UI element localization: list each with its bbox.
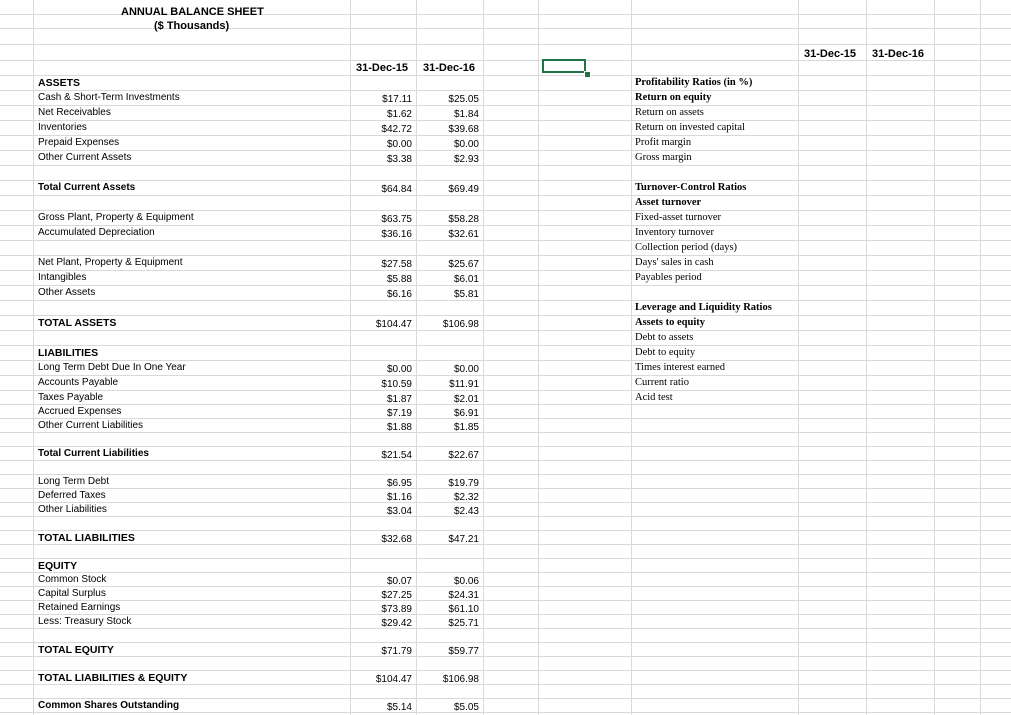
- value-2015[interactable]: $5.14: [386, 702, 412, 713]
- value-2016[interactable]: $6.91: [453, 408, 479, 419]
- value-2016[interactable]: $6.01: [453, 274, 479, 285]
- row-label[interactable]: TOTAL EQUITY: [38, 644, 114, 656]
- value-2015[interactable]: $10.59: [381, 379, 412, 390]
- value-2015[interactable]: $0.00: [386, 139, 412, 150]
- row-label[interactable]: Capital Surplus: [38, 588, 106, 599]
- value-2015[interactable]: $36.16: [381, 229, 412, 240]
- value-2016[interactable]: $24.31: [448, 590, 479, 601]
- value-2015[interactable]: $104.47: [375, 674, 412, 685]
- value-2016[interactable]: $39.68: [448, 124, 479, 135]
- row-label[interactable]: TOTAL LIABILITIES: [38, 532, 135, 544]
- value-2015[interactable]: $27.25: [381, 590, 412, 601]
- value-2016[interactable]: $61.10: [448, 604, 479, 615]
- value-2015[interactable]: $1.16: [386, 492, 412, 503]
- row-label[interactable]: Accrued Expenses: [38, 406, 122, 417]
- row-label[interactable]: Gross Plant, Property & Equipment: [38, 212, 194, 223]
- row-label[interactable]: Other Current Assets: [38, 152, 132, 163]
- sheet-title[interactable]: ANNUAL BALANCE SHEET: [121, 6, 264, 18]
- value-2015[interactable]: $1.62: [386, 109, 412, 120]
- ratio-label[interactable]: Fixed-asset turnover: [635, 212, 722, 223]
- value-2016[interactable]: $0.06: [453, 576, 479, 587]
- row-label[interactable]: Less: Treasury Stock: [38, 616, 132, 627]
- ratio-label[interactable]: Return on assets: [635, 107, 704, 118]
- value-2015[interactable]: $0.00: [386, 364, 412, 375]
- value-2016[interactable]: $1.84: [453, 109, 479, 120]
- value-2015[interactable]: $3.04: [386, 506, 412, 517]
- row-label[interactable]: Inventories: [38, 122, 87, 133]
- value-2015[interactable]: $63.75: [381, 214, 412, 225]
- value-2016[interactable]: $5.81: [453, 289, 479, 300]
- value-2016[interactable]: $32.61: [448, 229, 479, 240]
- row-label[interactable]: Total Current Assets: [38, 182, 136, 193]
- value-2016[interactable]: $58.28: [448, 214, 479, 225]
- value-2015[interactable]: $0.07: [386, 576, 412, 587]
- row-label[interactable]: Other Assets: [38, 287, 96, 298]
- value-2015[interactable]: $1.87: [386, 394, 412, 405]
- value-2015[interactable]: $1.88: [386, 422, 412, 433]
- row-label[interactable]: Common Shares Outstanding: [38, 700, 180, 711]
- value-2016[interactable]: $2.32: [453, 492, 479, 503]
- row-label[interactable]: TOTAL LIABILITIES & EQUITY: [38, 672, 188, 684]
- value-2015[interactable]: $21.54: [381, 450, 412, 461]
- ratio-label[interactable]: Profitability Ratios (in %): [635, 77, 753, 88]
- value-2015[interactable]: $3.38: [386, 154, 412, 165]
- value-2015[interactable]: $17.11: [382, 94, 412, 105]
- ratio-col-header-2015[interactable]: 31-Dec-15: [804, 48, 856, 60]
- value-2016[interactable]: $5.05: [453, 702, 479, 713]
- col-header-2016[interactable]: 31-Dec-16: [423, 62, 475, 74]
- value-2016[interactable]: $25.71: [448, 618, 479, 629]
- ratio-label[interactable]: Acid test: [635, 392, 673, 403]
- col-header-2015[interactable]: 31-Dec-15: [356, 62, 408, 74]
- value-2015[interactable]: $6.95: [386, 478, 412, 489]
- ratio-label[interactable]: Days' sales in cash: [635, 257, 714, 268]
- value-2015[interactable]: $7.19: [386, 408, 412, 419]
- value-2015[interactable]: $73.89: [381, 604, 412, 615]
- row-label[interactable]: EQUITY: [38, 560, 78, 572]
- value-2016[interactable]: $1.85: [453, 422, 479, 433]
- value-2015[interactable]: $104.47: [375, 319, 412, 330]
- value-2015[interactable]: $6.16: [386, 289, 412, 300]
- ratio-label[interactable]: Collection period (days): [635, 242, 738, 253]
- value-2015[interactable]: $32.68: [381, 534, 412, 545]
- value-2016[interactable]: $0.00: [453, 364, 479, 375]
- row-label[interactable]: Prepaid Expenses: [38, 137, 120, 148]
- value-2015[interactable]: $71.79: [381, 646, 412, 657]
- value-2016[interactable]: $19.79: [448, 478, 479, 489]
- row-label[interactable]: Other Current Liabilities: [38, 420, 144, 431]
- ratio-label[interactable]: Turnover-Control Ratios: [635, 182, 747, 193]
- value-2015[interactable]: $64.84: [381, 184, 412, 195]
- row-label[interactable]: Net Receivables: [38, 107, 111, 118]
- ratio-label[interactable]: Assets to equity: [635, 317, 705, 328]
- ratio-label[interactable]: Payables period: [635, 272, 702, 283]
- value-2016[interactable]: $2.01: [453, 394, 479, 405]
- ratio-label[interactable]: Return on invested capital: [635, 122, 745, 133]
- sheet-subtitle[interactable]: ($ Thousands): [154, 20, 230, 32]
- ratio-label[interactable]: Current ratio: [635, 377, 689, 388]
- ratio-label[interactable]: Times interest earned: [635, 362, 726, 373]
- ratio-label[interactable]: Gross margin: [635, 152, 692, 163]
- value-2016[interactable]: $11.91: [449, 379, 479, 390]
- value-2015[interactable]: $27.58: [381, 259, 412, 270]
- value-2016[interactable]: $2.93: [453, 154, 479, 165]
- value-2015[interactable]: $5.88: [386, 274, 412, 285]
- row-label[interactable]: TOTAL ASSETS: [38, 317, 117, 329]
- ratio-label[interactable]: Debt to assets: [635, 332, 694, 343]
- row-label[interactable]: LIABILITIES: [38, 347, 99, 359]
- row-label[interactable]: ASSETS: [38, 77, 81, 89]
- row-label[interactable]: Cash & Short-Term Investments: [38, 92, 180, 103]
- row-label[interactable]: Intangibles: [38, 272, 87, 283]
- ratio-label[interactable]: Leverage and Liquidity Ratios: [635, 302, 772, 313]
- value-2016[interactable]: $2.43: [453, 506, 479, 517]
- row-label[interactable]: Common Stock: [38, 574, 107, 585]
- fill-handle[interactable]: [584, 71, 591, 78]
- ratio-label[interactable]: Return on equity: [635, 92, 712, 103]
- row-label[interactable]: Net Plant, Property & Equipment: [38, 257, 183, 268]
- row-label[interactable]: Other Liabilities: [38, 504, 107, 515]
- active-cell-selection[interactable]: [542, 59, 586, 73]
- ratio-label[interactable]: Asset turnover: [635, 197, 702, 208]
- value-2016[interactable]: $22.67: [448, 450, 479, 461]
- row-label[interactable]: Taxes Payable: [38, 392, 104, 403]
- ratio-label[interactable]: Debt to equity: [635, 347, 696, 358]
- value-2015[interactable]: $42.72: [381, 124, 412, 135]
- value-2016[interactable]: $59.77: [448, 646, 479, 657]
- ratio-label[interactable]: Profit margin: [635, 137, 692, 148]
- value-2016[interactable]: $25.67: [448, 259, 479, 270]
- row-label[interactable]: Total Current Liabilities: [38, 448, 149, 459]
- ratio-col-header-2016[interactable]: 31-Dec-16: [872, 48, 924, 60]
- row-label[interactable]: Accounts Payable: [38, 377, 119, 388]
- value-2016[interactable]: $106.98: [442, 674, 479, 685]
- value-2016[interactable]: $25.05: [448, 94, 479, 105]
- row-label[interactable]: Deferred Taxes: [38, 490, 106, 501]
- row-label[interactable]: Long Term Debt Due In One Year: [38, 362, 186, 373]
- value-2015[interactable]: $29.42: [381, 618, 412, 629]
- row-label[interactable]: Retained Earnings: [38, 602, 121, 613]
- ratio-label[interactable]: Inventory turnover: [635, 227, 715, 238]
- value-2016[interactable]: $0.00: [453, 139, 479, 150]
- row-label[interactable]: Long Term Debt: [38, 476, 109, 487]
- value-2016[interactable]: $47.21: [448, 534, 479, 545]
- value-2016[interactable]: $69.49: [448, 184, 479, 195]
- value-2016[interactable]: $106.98: [442, 319, 479, 330]
- row-label[interactable]: Accumulated Depreciation: [38, 227, 155, 238]
